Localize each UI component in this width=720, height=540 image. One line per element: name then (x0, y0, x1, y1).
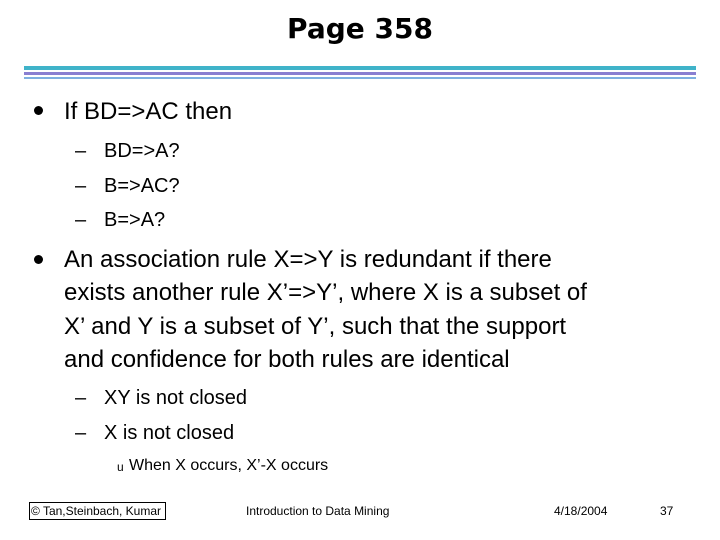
sub-bullet-text: BD=>A? (104, 140, 180, 162)
sub-bullet-dash: – (75, 422, 87, 444)
sub-bullet-dash: – (75, 387, 87, 409)
sub-bullet-text: B=>AC? (104, 175, 180, 197)
footer-page-number: 37 (660, 504, 674, 518)
bullet-dot (34, 255, 43, 264)
bullet-dot (34, 106, 43, 115)
title-divider-top (24, 66, 696, 70)
sub-sub-bullet-marker: u (117, 460, 124, 474)
title-divider-bottom (24, 77, 696, 79)
bullet-text-line: and confidence for both rules are identical (64, 346, 510, 373)
footer-course: Introduction to Data Mining (246, 504, 390, 518)
footer-date: 4/18/2004 (554, 504, 608, 518)
sub-bullet-dash: – (75, 140, 87, 162)
bullet-text: If BD=>AC then (64, 98, 233, 125)
slide-title: Page 358 (287, 12, 433, 45)
bullet-text-line: An association rule X=>Y is redundant if there (64, 246, 552, 273)
sub-bullet-text: X is not closed (104, 422, 235, 444)
footer-copyright: © Tan,Steinbach, Kumar (31, 504, 162, 518)
sub-sub-bullet-text: When X occurs, X’-X occurs (129, 457, 329, 474)
bullet-text-line: exists another rule X’=>Y’, where X is a subset of (64, 279, 587, 306)
sub-bullet-dash: – (75, 209, 87, 231)
bullet-text-line: X’ and Y is a subset of Y’, such that the support (64, 313, 567, 340)
sub-bullet-dash: – (75, 175, 87, 197)
sub-bullet-text: XY is not closed (104, 387, 248, 409)
sub-bullet-text: B=>A? (104, 209, 166, 231)
title-divider-middle (24, 72, 696, 75)
